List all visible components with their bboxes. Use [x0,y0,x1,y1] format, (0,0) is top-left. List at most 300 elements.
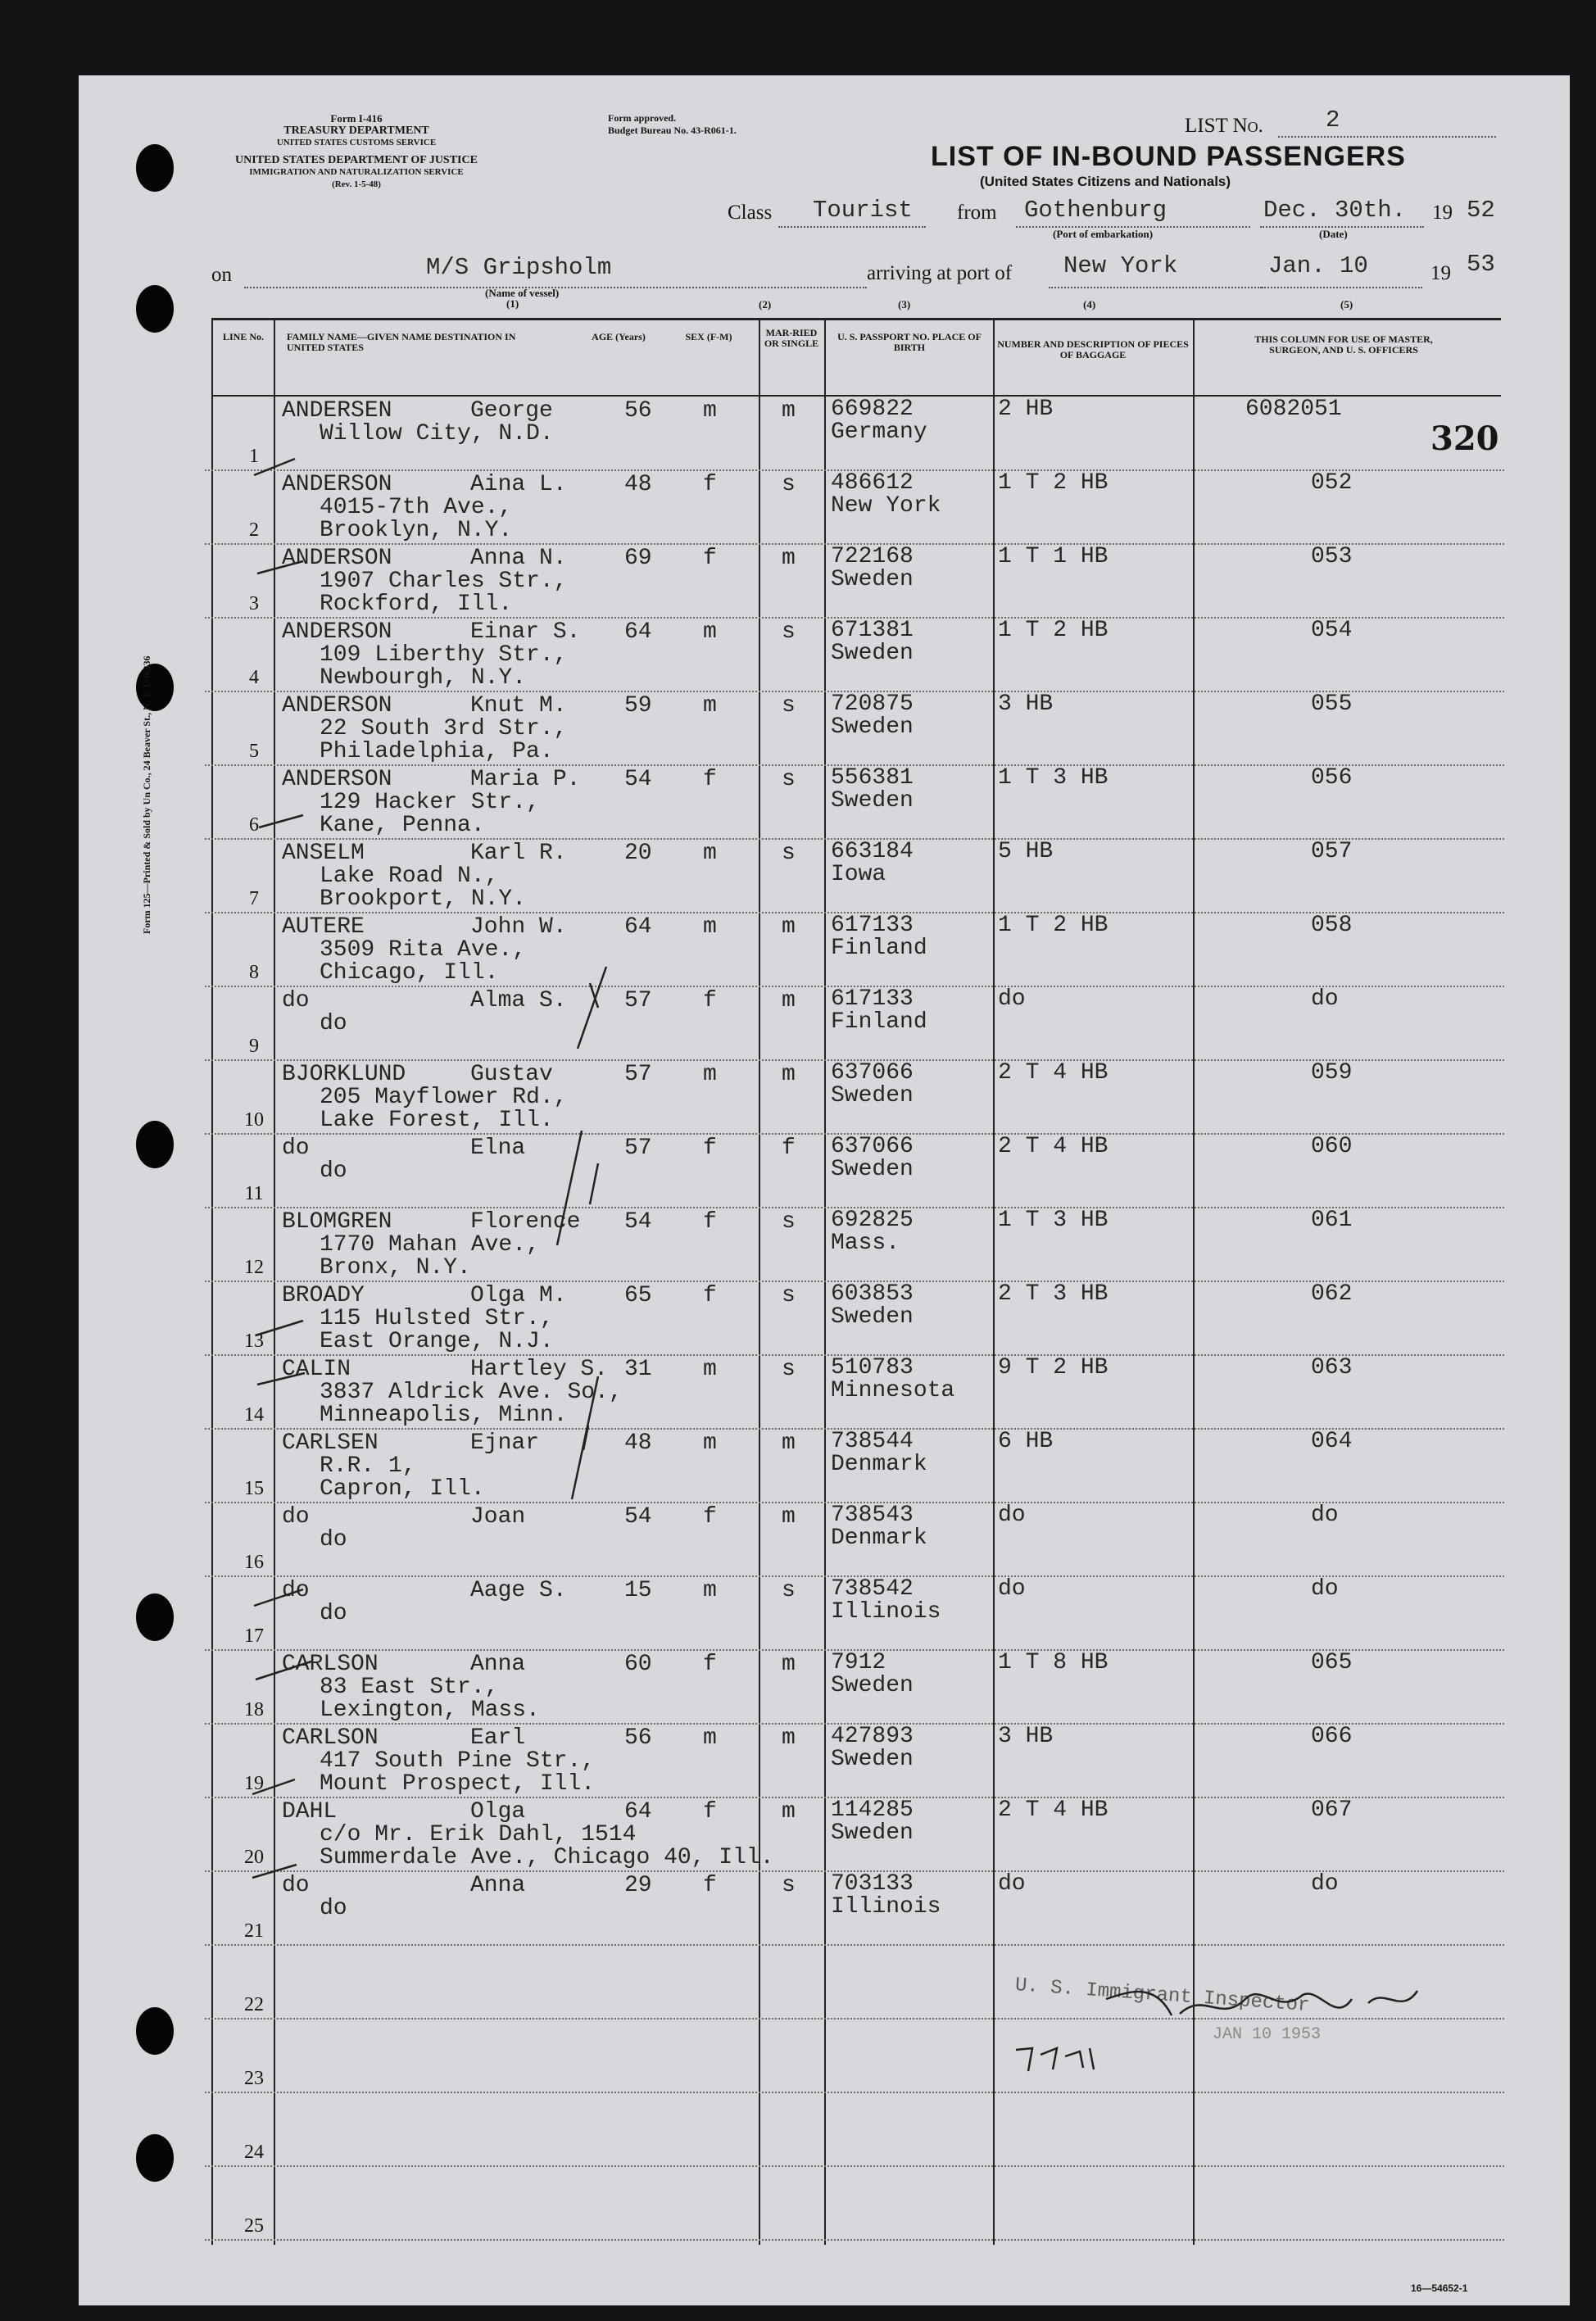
baggage: 2 T 4 HB [998,1060,1109,1086]
passport-number: 637066 [831,1134,914,1159]
destination-line-2: Brookport, N.Y. [320,886,527,912]
destination-line-2: Newbourgh, N.Y. [320,665,527,691]
given-name: Alma S. [470,988,567,1013]
destination-line-2: Summerdale Ave., Chicago 40, Ill. [320,1845,774,1870]
table-top-rule [211,318,1501,320]
list-no-value: 2 [1326,107,1340,134]
given-name: Maria P. [470,767,581,792]
destination-line-1: Willow City, N.D. [320,421,554,447]
arriving-label: arriving at port of [867,262,1013,284]
line-number: 19 [244,1773,264,1794]
officer-column: 067 [1311,1797,1353,1823]
place-of-birth: Mass. [831,1231,900,1256]
marital-status: m [782,914,796,940]
destination-line-1: R.R. 1, [320,1453,416,1479]
line-number: 22 [244,1994,264,2015]
marital-status: s [782,767,796,792]
place-of-birth: Sweden [831,1820,914,1846]
given-name: Olga [470,1799,526,1825]
baggage: 1 T 2 HB [998,470,1109,496]
sex: f [703,1652,717,1677]
family-name: DAHL [282,1799,338,1825]
destination-line-1: do [320,1011,347,1036]
officer-column: 063 [1311,1355,1353,1380]
passport-number: 486612 [831,470,914,496]
sex: m [703,1725,717,1751]
col-number-5: (5) [1340,298,1353,311]
sex: f [703,1799,717,1825]
officer-column: do [1311,1871,1339,1897]
line-number: 9 [249,1036,259,1057]
departure-date: Dec. 30th. [1263,197,1407,224]
col-married: MAR-RIED OR SINGLE [764,327,819,349]
row-separator [205,2239,1504,2241]
given-name: Anna [470,1652,526,1677]
destination-line-1: 109 Liberthy Str., [320,642,568,668]
place-of-birth: Iowa [831,862,886,887]
age: 56 [624,1725,652,1751]
year-prefix: 19 [1432,202,1453,224]
passport-number: 114285 [831,1797,914,1823]
port-of-embarkation: Gothenburg [1024,197,1168,224]
passport-number: 703133 [831,1871,914,1897]
family-name: ANDERSON [282,546,392,571]
customs-service: UNITED STATES CUSTOMS SERVICE [276,138,437,147]
family-name: CARLSEN [282,1430,379,1456]
officer-column: 056 [1311,765,1353,791]
sex: f [703,1136,717,1161]
family-name: do [282,988,310,1013]
destination-line-2: Lake Forest, Ill. [320,1108,554,1133]
passport-number: 427893 [831,1724,914,1749]
passport-number: 617133 [831,913,914,938]
passport-number: 637066 [831,1060,914,1086]
baggage: 2 HB [998,397,1054,422]
col-name-destination: FAMILY NAME—GIVEN NAME DESTINATION IN UNITED STATES [287,331,516,353]
age: 69 [624,546,652,571]
given-name: Aina L. [470,472,567,497]
baggage: 6 HB [998,1429,1054,1454]
officer-column: do [1311,1503,1339,1528]
family-name: ANDERSON [282,767,392,792]
given-name: Hartley S. [470,1357,609,1382]
family-name: BROADY [282,1283,365,1308]
place-of-birth: Sweden [831,1304,914,1330]
baggage: do [998,1503,1026,1528]
vessel-name: M/S Gripsholm [426,254,612,281]
col-officers-use: THIS COLUMN FOR USE OF MASTER, SURGEON, AND U. S. OFFICERS [1254,333,1433,356]
marital-status: m [782,1799,796,1825]
officer-column: 6082051 [1245,397,1342,422]
marital-status: f [782,1136,796,1161]
inspector-stamp-date: JAN 10 1953 [1213,2025,1322,2044]
baggage: 1 T 3 HB [998,765,1109,791]
given-name: Ejnar [470,1430,540,1456]
passport-number: 720875 [831,691,914,717]
revision: (Rev. 1-5-48) [332,179,381,189]
binder-hole [136,2134,174,2182]
baggage: 3 HB [998,1724,1054,1749]
sex: f [703,1504,717,1530]
sex: m [703,1578,717,1603]
given-name: Gustav [470,1062,553,1087]
line-number: 14 [244,1404,264,1426]
officer-column: 052 [1311,470,1353,496]
binder-hole [136,2007,174,2055]
destination-line-1: Lake Road N., [320,864,499,889]
destination-line-2: Kane, Penna. [320,813,485,838]
passport-number: 603853 [831,1281,914,1307]
age: 54 [624,1504,652,1530]
place-of-birth: Sweden [831,714,914,740]
given-name: Olga M. [470,1283,567,1308]
justice-dept: UNITED STATES DEPARTMENT OF JUSTICE [235,154,478,166]
officer-column: 058 [1311,913,1353,938]
line-number: 17 [244,1625,264,1647]
given-name: Aage S. [470,1578,567,1603]
family-name: do [282,1504,310,1530]
list-no-label: LIST No. [1185,115,1263,137]
form-number: Form I-416 [330,112,383,125]
age: 48 [624,1430,652,1456]
arrival-date: Jan. 10 [1268,252,1368,279]
sex: m [703,914,717,940]
col-line-no: LINE No. [222,331,264,342]
marital-status: s [782,1357,796,1382]
officer-column: 064 [1311,1429,1353,1454]
passport-number: 617133 [831,986,914,1012]
arrival-year: 53 [1467,251,1495,278]
family-name: BLOMGREN [282,1209,392,1235]
sex: f [703,1209,717,1235]
sex: m [703,1062,717,1087]
officer-column: do [1311,1576,1339,1602]
sex: m [703,693,717,719]
given-name: Joan [470,1504,526,1530]
place-of-birth: New York [831,493,941,519]
officer-column: 066 [1311,1724,1353,1749]
family-name: ANDERSON [282,472,392,497]
baggage: 2 T 4 HB [998,1797,1109,1823]
place-of-birth: Sweden [831,1673,914,1698]
sex: m [703,1430,717,1456]
sex: f [703,1873,717,1898]
baggage: 1 T 8 HB [998,1650,1109,1675]
binder-hole [136,285,174,333]
destination-line-1: c/o Mr. Erik Dahl, 1514 [320,1822,637,1847]
given-name: Anna [470,1873,526,1898]
passport-number: 722168 [831,544,914,569]
marital-status: s [782,472,796,497]
baggage: 9 T 2 HB [998,1355,1109,1380]
family-name: ANDERSON [282,693,392,719]
place-of-birth: Finland [831,936,927,961]
destination-line-2: Bronx, N.Y. [320,1255,471,1281]
line-number: 11 [244,1183,264,1204]
age: 65 [624,1283,652,1308]
place-of-birth: Sweden [831,1083,914,1108]
line-number: 13 [244,1330,264,1352]
destination-line-1: 417 South Pine Str., [320,1748,596,1774]
baggage: 1 T 2 HB [998,913,1109,938]
given-name: John W. [470,914,567,940]
marital-status: m [782,1725,796,1751]
place-of-birth: Illinois [831,1894,941,1920]
baggage: 2 T 3 HB [998,1281,1109,1307]
destination-line-1: 129 Hacker Str., [320,790,540,815]
passport-number: 671381 [831,618,914,643]
destination-line-2: Philadelphia, Pa. [320,739,554,764]
officer-column: 054 [1311,618,1353,643]
col-baggage: NUMBER AND DESCRIPTION OF PIECES OF BAGGAGE [997,338,1189,360]
inspector-stamp: U. S. Immigrant Inspector [1014,1974,1311,2018]
line-number: 20 [244,1847,264,1868]
sex: f [703,472,717,497]
given-name: Earl [470,1725,526,1751]
place-of-birth: Denmark [831,1525,927,1551]
officer-column: 055 [1311,691,1353,717]
inspector-signature [1008,1966,1434,2073]
from-label: from [957,202,997,224]
line-number: 1 [249,446,259,467]
baggage: do [998,1871,1026,1897]
baggage: 1 T 1 HB [998,544,1109,569]
on-label: on [211,264,232,286]
port-caption: (Port of embarkation) [1053,228,1154,240]
baggage: 1 T 3 HB [998,1208,1109,1233]
line-number: 18 [244,1699,264,1720]
marital-status: m [782,1430,796,1456]
class-label: Class [728,202,773,224]
form-approved: Form approved. [608,112,677,124]
vessel-caption: (Name of vessel) [485,287,560,299]
age: 20 [624,841,652,866]
age: 54 [624,1209,652,1235]
destination-line-1: 22 South 3rd Str., [320,716,568,741]
line-number: 12 [244,1257,264,1278]
baggage: do [998,986,1026,1012]
arrival-year-prefix: 19 [1431,262,1451,284]
given-name: Karl R. [470,841,567,866]
sex: m [703,841,717,866]
line-number: 3 [249,593,259,614]
passport-number: 510783 [831,1355,914,1380]
destination-line-1: 1770 Mahan Ave., [320,1232,540,1258]
age: 57 [624,1136,652,1161]
line-number: 10 [244,1109,264,1131]
place-of-birth: Sweden [831,1747,914,1772]
marital-status: s [782,1578,796,1603]
destination-line-1: 3837 Aldrick Ave. So., [320,1380,623,1405]
stamp-number: 320 [1431,419,1499,458]
officer-column: 061 [1311,1208,1353,1233]
family-name: ANDERSON [282,619,392,645]
line-number: 16 [244,1552,264,1573]
destination-line-2: Capron, Ill. [320,1476,485,1502]
age: 64 [624,1799,652,1825]
destination-line-2: Rockford, Ill. [320,592,513,617]
age: 64 [624,914,652,940]
place-of-birth: Sweden [831,641,914,666]
family-name: BJORKLUND [282,1062,406,1087]
sex: f [703,988,717,1013]
destination-line-1: do [320,1158,347,1184]
line-number: 8 [249,962,259,983]
col-number-3: (3) [898,298,911,311]
vessel-col-number: (1) [506,297,519,310]
age: 48 [624,472,652,497]
age: 31 [624,1357,652,1382]
line-number: 24 [244,2142,264,2163]
destination-line-1: 1907 Charles Str., [320,569,568,594]
page-title: LIST OF IN-BOUND PASSENGERS [931,141,1406,172]
officer-column: 062 [1311,1281,1353,1307]
place-of-birth: Sweden [831,567,914,592]
col-sex: SEX (F-M) [685,331,732,342]
marital-status: m [782,398,796,424]
age: 57 [624,988,652,1013]
arrival-port: New York [1063,252,1178,279]
place-of-birth: Illinois [831,1599,941,1625]
pencil-tick-marks [246,442,623,1901]
officer-column: 065 [1311,1650,1353,1675]
line-number: 7 [249,888,259,909]
line-number: 6 [249,814,259,836]
marital-status: s [782,1209,796,1235]
destination-line-2: Lexington, Mass. [320,1698,540,1723]
class-value: Tourist [813,197,913,224]
printer-imprint: Form 125—Printed & Sold by Un Co., 24 Beaver St., N. Y. U36336 [141,655,152,934]
marital-status: s [782,1283,796,1308]
given-name: Elna [470,1136,526,1161]
given-name: Knut M. [470,693,567,719]
passport-number: 692825 [831,1208,914,1233]
given-name: Anna N. [470,546,567,571]
destination-line-1: 115 Hulsted Str., [320,1306,554,1331]
budget-number: Budget Bureau No. 43-R061-1. [608,125,737,136]
binder-hole [136,1121,174,1168]
age: 56 [624,398,652,424]
marital-status: m [782,546,796,571]
destination-line-2: Chicago, Ill. [320,960,499,986]
sex: m [703,1357,717,1382]
officer-column: 053 [1311,544,1353,569]
baggage: 1 T 2 HB [998,618,1109,643]
family-name: do [282,1578,310,1603]
baggage: 3 HB [998,691,1054,717]
family-name: CARLSON [282,1725,379,1751]
departure-year: 52 [1467,197,1495,224]
family-name: AUTERE [282,914,365,940]
place-of-birth: Germany [831,419,927,445]
sex: m [703,619,717,645]
treasury-dept: TREASURY DEPARTMENT [283,125,429,137]
family-name: CALIN [282,1357,351,1382]
line-number: 4 [249,667,259,688]
marital-status: m [782,988,796,1013]
family-name: do [282,1873,310,1898]
baggage: 5 HB [998,839,1054,864]
passport-number: 738543 [831,1503,914,1528]
age: 15 [624,1578,652,1603]
family-name: ANDERSEN [282,398,392,424]
col-number-2: (2) [759,298,772,311]
destination-line-2: East Orange, N.J. [320,1329,554,1354]
destination-line-1: 3509 Rita Ave., [320,937,527,963]
place-of-birth: Sweden [831,1157,914,1182]
binder-hole [136,1593,174,1641]
tick-mark [254,459,295,475]
sex: m [703,398,717,424]
officer-column: 057 [1311,839,1353,864]
form-code: 16—54652-1 [1411,2282,1468,2294]
marital-status: m [782,1062,796,1087]
given-name: George [470,398,553,424]
line-number: 25 [244,2215,264,2237]
passport-number: 738542 [831,1576,914,1602]
row-separator [205,2165,1504,2167]
ins-service: IMMIGRATION AND NATURALIZATION SERVICE [249,167,464,177]
destination-line-1: 205 Mayflower Rd., [320,1085,568,1110]
marital-status: m [782,1504,796,1530]
officer-column: 059 [1311,1060,1353,1086]
age: 64 [624,619,652,645]
date-caption: (Date) [1319,228,1348,240]
destination-line-1: do [320,1896,347,1921]
passport-number: 7912 [831,1650,886,1675]
col-passport-birth: U. S. PASSPORT NO. PLACE OF BIRTH [837,331,982,353]
destination-line-1: do [320,1601,347,1626]
passport-number: 663184 [831,839,914,864]
line-number: 23 [244,2068,264,2089]
officer-column: 060 [1311,1134,1353,1159]
destination-line-2: Minneapolis, Minn. [320,1403,568,1428]
binder-hole [136,144,174,192]
approval-note [608,112,737,137]
place-of-birth: Minnesota [831,1378,955,1403]
marital-status: s [782,841,796,866]
age: 54 [624,767,652,792]
place-of-birth: Denmark [831,1452,927,1477]
age: 60 [624,1652,652,1677]
destination-line-1: do [320,1527,347,1553]
passport-number: 669822 [831,397,914,422]
age: 29 [624,1873,652,1898]
passport-number: 738544 [831,1429,914,1454]
marital-status: s [782,693,796,719]
officer-column: do [1311,986,1339,1012]
line-number: 15 [244,1478,264,1499]
destination-line-2: Brooklyn, N.Y. [320,518,513,543]
baggage: 2 T 4 HB [998,1134,1109,1159]
destination-line-1: 4015-7th Ave., [320,495,513,520]
destination-line-1: 83 East Str., [320,1675,499,1700]
sex: f [703,546,717,571]
destination-line-2: Mount Prospect, Ill. [320,1771,596,1797]
given-name: Florence [470,1209,581,1235]
given-name: Einar S. [470,619,581,645]
place-of-birth: Finland [831,1009,927,1035]
sex: f [703,1283,717,1308]
col-number-4: (4) [1083,298,1096,311]
place-of-birth: Sweden [831,788,914,814]
line-number: 2 [249,519,259,541]
family-name: CARLSON [282,1652,379,1677]
col-age: AGE (Years) [592,331,646,342]
form-header-left [205,112,508,191]
passport-number: 556381 [831,765,914,791]
marital-status: m [782,1652,796,1677]
